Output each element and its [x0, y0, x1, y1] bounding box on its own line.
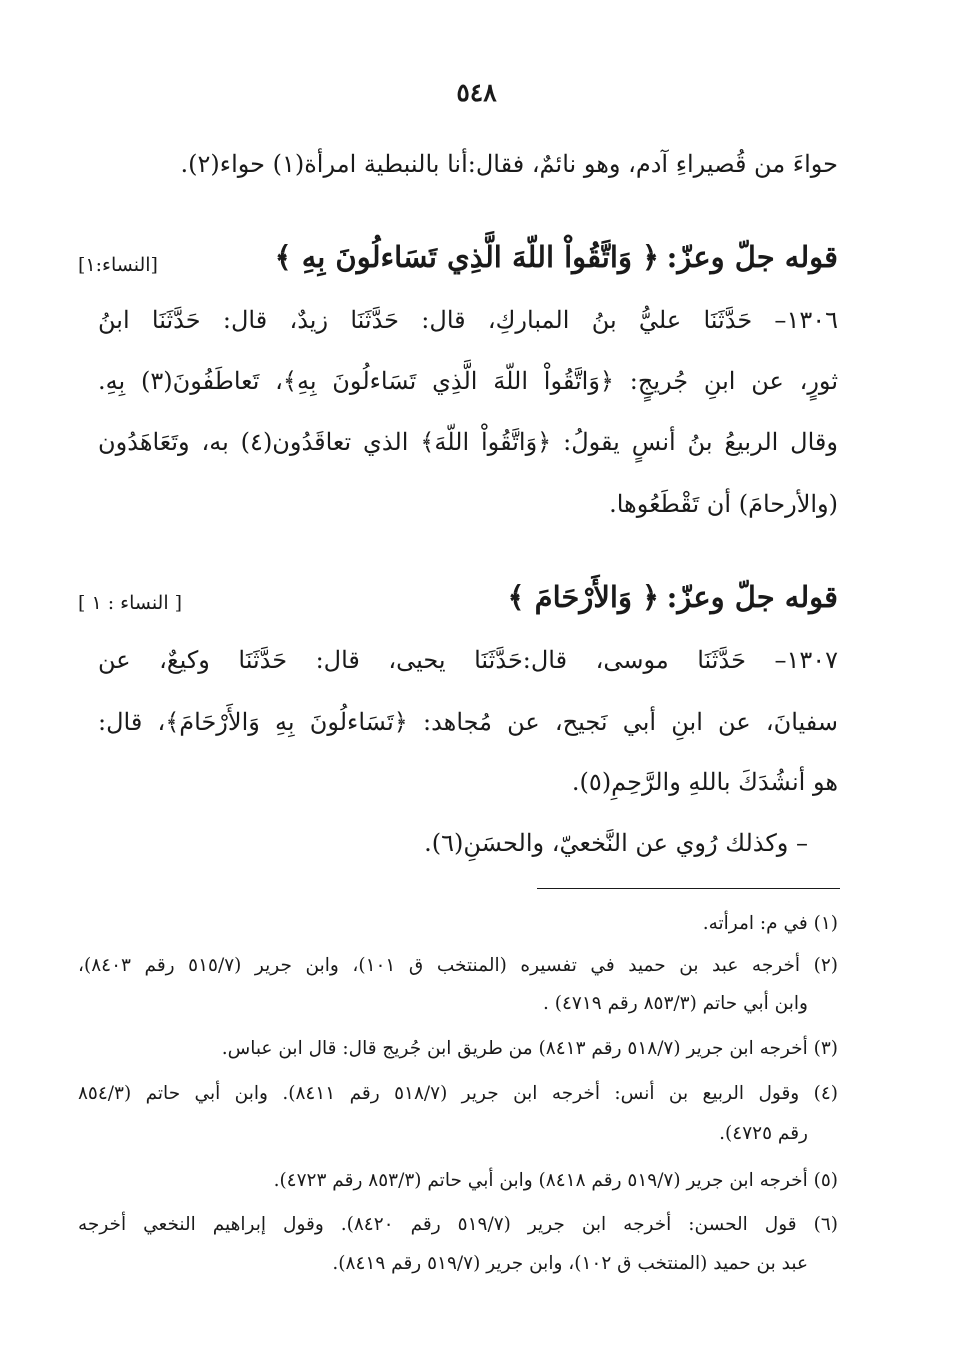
section-heading: [98, 240, 838, 274]
footnote: (٢) أخرجه عبد بن حميد في تفسيره (المنتخب ق ١٠١)، وابن جرير (٥١٥/٧ رقم ٨٤٠٣)،: [78, 955, 839, 976]
verse-reference: [ النساء : ١ ]: [78, 592, 183, 614]
verse-reference: [النساء:١]: [78, 254, 158, 276]
page-number: ٥٤٨: [456, 78, 497, 107]
narration-line: ١٣٠٧– حَدَّثَنَا موسى، قال:حَدَّثَنَا يحيى، قال: حَدَّثَنَا وكيعٌ، عن: [98, 646, 838, 674]
footnote: (٦) قول الحسن: أخرجه ابن جرير (٥١٩/٧ رقم ٨٤٢٠). وقول إبراهيم النخعي أخرجه: [78, 1214, 838, 1235]
heading-label: قوله جلّ وعزّ:: [666, 580, 838, 614]
narration-line: ثورٍ، عن ابنِ جُريجٍ: ﴿وَاتَّقُواْ اللّهَ الَّذِي تَسَاءلُونَ بِهِ﴾، تَعاطَفُونَ(٣) بِهِ.: [98, 367, 838, 395]
footnote: رقم ٤٧٢٥).: [719, 1123, 808, 1144]
narration-line: وقال الربيعُ بنُ أنسٍ يقولُ: ﴿وَاتَّقُواْ اللّهَ﴾ الذي تعاقَدُون(٤) به، وتَعَاهَدُون: [98, 428, 838, 456]
quran-verse: ﴿ وَالأَرْحَامَ ﴾: [507, 580, 660, 614]
narration-line: ١٣٠٦– حَدَّثَنَا عليُّ بنُ المباركِ، قال: حَدَّثَنَا زيدٌ، قال: حَدَّثَنَا ابنُ: [98, 306, 838, 334]
narration-line: – وكذلك رُوي عن النَّخعيّ، والحسَنِ(٦).: [424, 829, 808, 857]
footnote: (٥) أخرجه ابن جرير (٥١٩/٧ رقم ٨٤١٨) وابن أبي حاتم (٨٥٣/٣ رقم ٤٧٢٣).: [273, 1170, 838, 1191]
footnote: وابن أبي حاتم (٨٥٣/٣ رقم ٤٧١٩) .: [543, 993, 808, 1014]
footnote: عبد بن حميد (المنتخب ق ١٠٢)، وابن جرير (٥١٩/٧ رقم ٨٤١٩).: [332, 1253, 808, 1274]
footnote: (٣) أخرجه ابن جرير (٥١٨/٧ رقم ٨٤١٣) من طريق ابن جُريج قال: قال ابن عباس.: [221, 1038, 838, 1059]
heading-label: قوله جلّ وعزّ:: [666, 240, 838, 274]
footnote: (١) في م: امرأته.: [702, 913, 838, 934]
narration-line: (والأرحامَ) أن تَقْطَعُوها.: [609, 490, 838, 518]
section-heading: [98, 580, 838, 614]
text-line: حواءَ من قُصيراءِ آدم، وهو نائمٌ، فقال:أنا بالنبطية امرأة(١) حواء(٢).: [180, 150, 838, 178]
footnote-divider: [537, 888, 840, 889]
quran-verse: ﴿ وَاتَّقُواْ اللّهَ الَّذِي تَسَاءلُونَ بِهِ ﴾: [274, 240, 660, 274]
narration-line: سفيانَ، عن ابنِ أبي نَجيح، عن مُجاهد: ﴿تَسَاءلُونَ بِهِ وَالأَرْحَامَ﴾، قال:: [98, 708, 838, 736]
narration-line: هو أنشُدَكَ باللهِ والرَّحِمِ(٥).: [571, 768, 838, 796]
footnote: (٤) وقول الربيع بن أنس: أخرجه ابن جرير (٥١٨/٧ رقم ٨٤١١). وابن أبي حاتم (٨٥٤/٣: [78, 1083, 839, 1104]
